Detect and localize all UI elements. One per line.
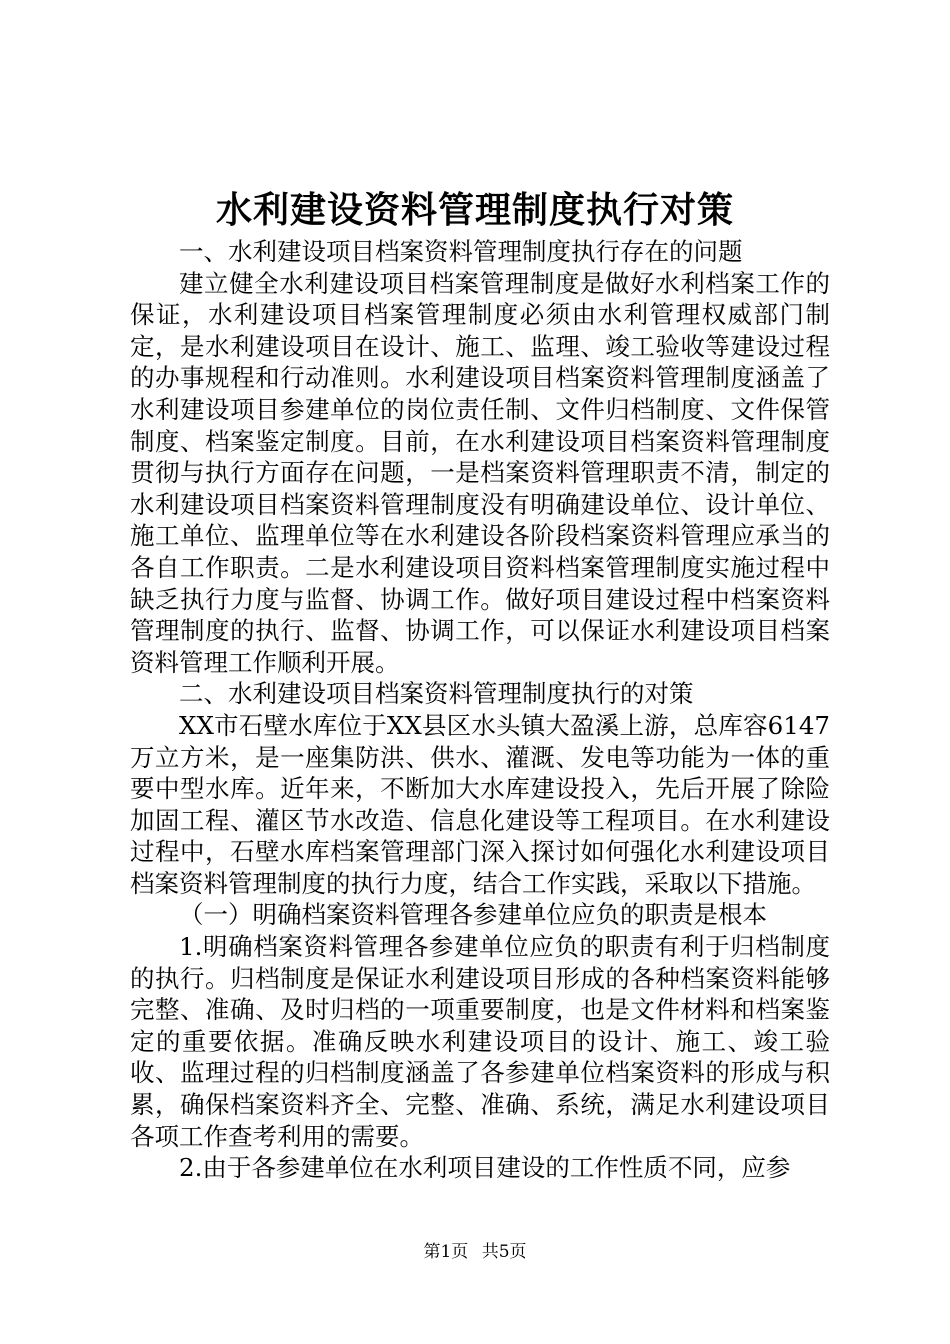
document-body	[130, 236, 830, 1184]
paragraph: XX市石壁水库位于XX县区水头镇大盈溪上游，总库容6147万立方米，是一座集防洪、供水、灌溉、发电等功能为一体的重要中型水库。近年来，不断加大水库建设投入，先后开展了除险加固工程、灌区节水改造、信息化建设等工程项目。在水利建设过程中，石壁水库档案管理部门深入探讨如何强化水利建设项目档案资料管理制度的执行力度，结合工作实践，采取以下措施。	[130, 710, 830, 898]
page-title: 水利建设资料管理制度执行对策	[215, 189, 734, 231]
section-heading-2: 二、水利建设项目档案资料管理制度执行的对策	[179, 679, 694, 709]
page-number: 第1页	[423, 1242, 469, 1262]
paragraph: 建立健全水利建设项目档案管理制度是做好水利档案工作的保证，水利建设项目档案管理制度必须由水利管理权威部门制定，是水利建设项目在设计、施工、监理、竣工验收等建设过程的办事规程和行动准则。水利建设项目档案资料管理制度涵盖了水利建设项目参建单位的岗位责任制、文件归档制度、文件保管制度、档案鉴定制度。目前，在水利建设项目档案资料管理制度贯彻与执行方面存在问题，一是档案资料管理职责不清，制定的水利建设项目档案资料管理制度没有明确建设单位、设计单位、施工单位、监理单位等在水利建设各阶段档案资料管理应承当的各自工作职责。二是水利建设项目资料档案管理制度实施过程中缺乏执行力度与监督、协调工作。做好项目建设过程中档案资料管理制度的执行、监督、协调工作，可以保证水利建设项目档案资料管理工作顺利开展。	[130, 268, 830, 677]
page-total: 共5页	[481, 1242, 527, 1262]
paragraph: 1.明确档案资料管理各参建单位应负的职责有利于归档制度的执行。归档制度是保证水利建设项目形成的各种档案资料能够完整、准确、及时归档的一项重要制度，也是文件材料和档案鉴定的重要依据。准确反映水利建设项目的设计、施工、竣工验收、监理过程的归档制度涵盖了各参建单位档案资料的形成与积累，确保档案资料齐全、完整、准确、系统，满足水利建设项目各项工作查考利用的需要。	[130, 932, 830, 1151]
paragraph: 2.由于各参建单位在水利项目建设的工作性质不同，应参	[179, 1153, 791, 1183]
page-footer	[0, 1240, 950, 1264]
subsection-heading-1: （一）明确档案资料管理各参建单位应负的职责是根本	[179, 900, 767, 930]
section-heading-1: 一、水利建设项目档案资料管理制度执行存在的问题	[179, 237, 743, 266]
